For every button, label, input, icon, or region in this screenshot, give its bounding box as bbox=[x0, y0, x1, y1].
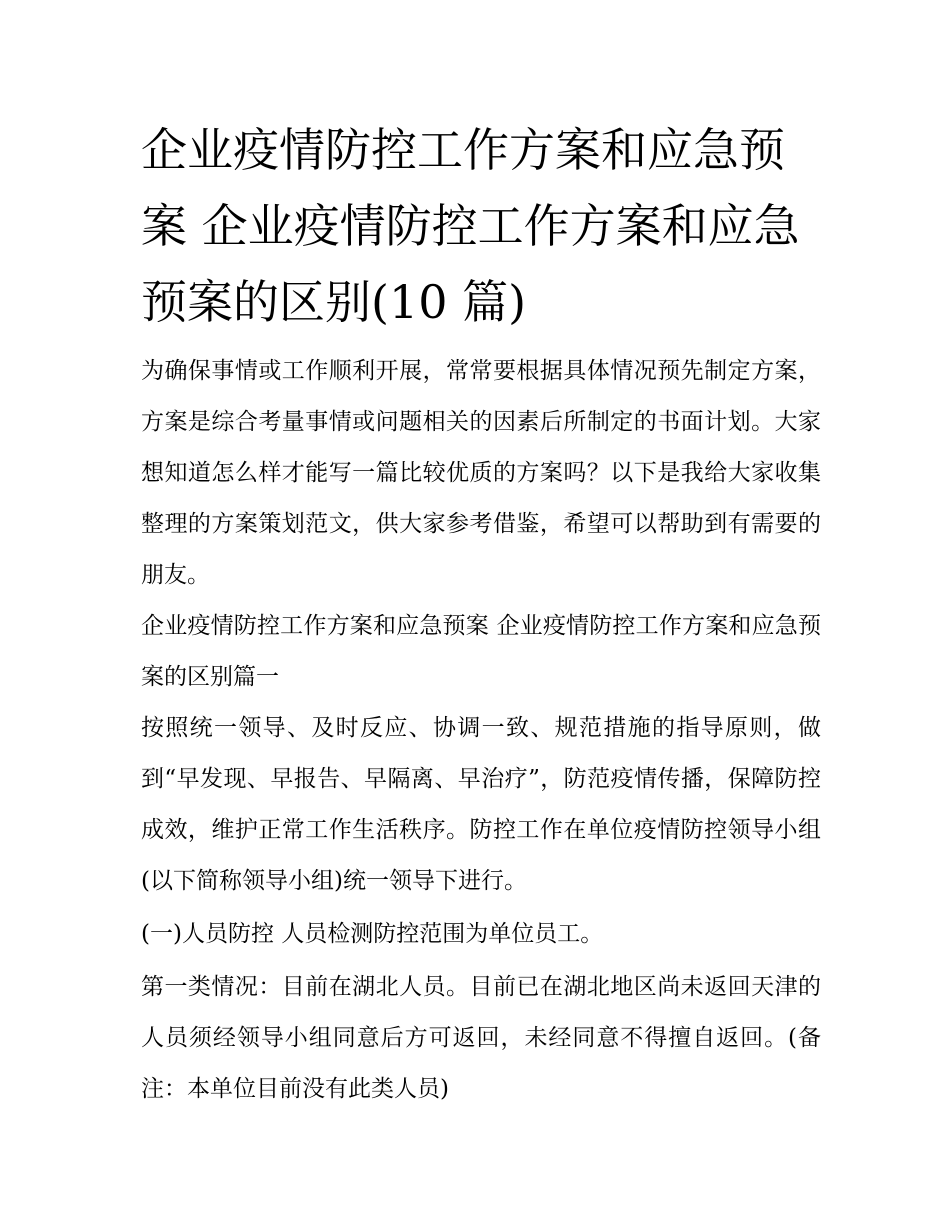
body-paragraph-2: (一)人员防控 人员检测防控范围为单位员工。 bbox=[141, 921, 604, 947]
body-paragraph-1: 按照统一领导、及时反应、协调一致、规范措施的指导原则，做到“早发现、早报告、早隔离、早治疗”，防范疫情传播，保障防控成效，维护正常工作生活秩序。防控工作在单位疫情防控领导小组(以下简称领导小组)统一领导下进行。 bbox=[141, 715, 821, 894]
document-title: 企业疫情防控工作方案和应急预案 企业疫情防控工作方案和应急预案的区别(10 篇) bbox=[141, 123, 800, 329]
section-heading: 企业疫情防控工作方案和应急预案 企业疫情防控工作方案和应急预案的区别篇一 bbox=[141, 613, 821, 690]
document-body bbox=[141, 112, 821, 1115]
intro-paragraph: 为确保事情或工作顺利开展，常常要根据具体情况预先制定方案，方案是综合考量事情或问题相关的因素后所制定的书面计划。大家想知道怎么样才能写一篇比较优质的方案吗？以下是我给大家收集整理的方案策划范文，供大家参考借鉴，希望可以帮助到有需要的朋友。 bbox=[141, 358, 821, 588]
body-paragraph-3: 第一类情况：目前在湖北人员。目前已在湖北地区尚未返回天津的人员须经领导小组同意后方可返回，未经同意不得擅自返回。(备注：本单位目前没有此类人员) bbox=[141, 974, 821, 1102]
